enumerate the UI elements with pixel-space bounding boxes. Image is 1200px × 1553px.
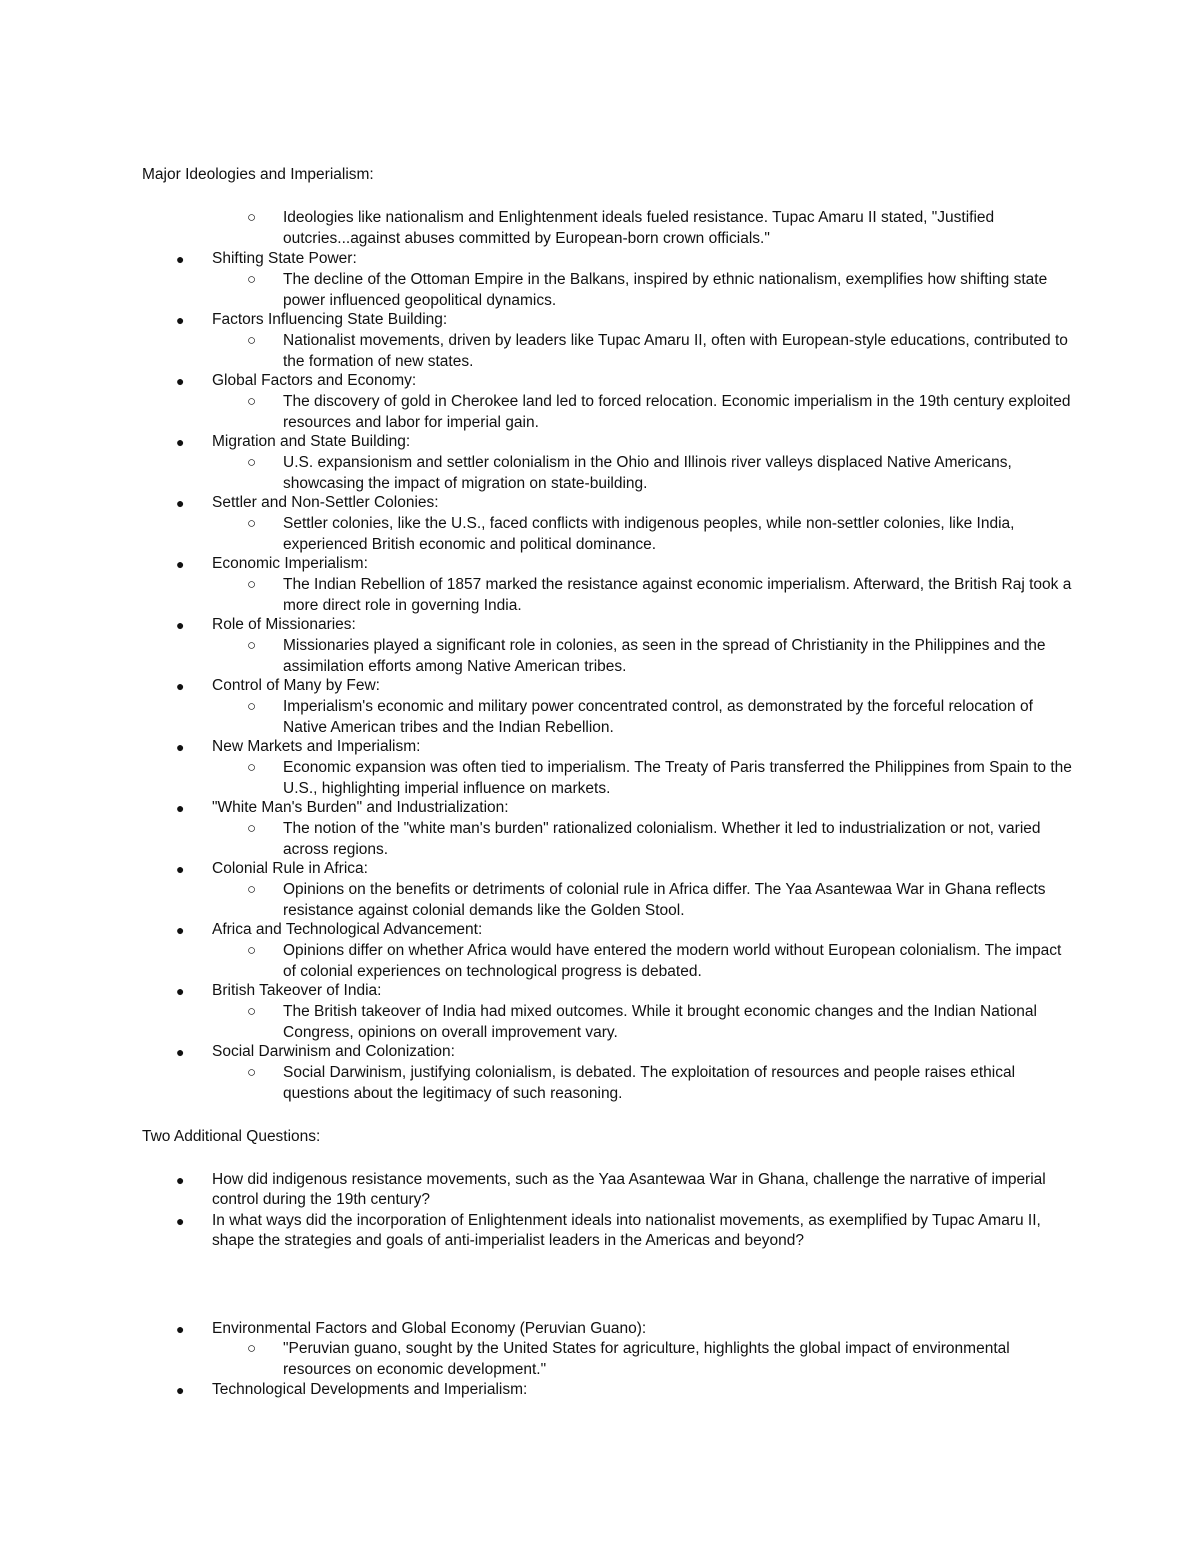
question-item: In what ways did the incorporation of Enlightenment ideals into nationalist movements, as exemplified by Tupac Amaru II, shape the strategies and goals of anti-imperialist leaders in the Americas and beyond? [212, 1212, 1041, 1249]
list-item-label: New Markets and Imperialism: [212, 738, 421, 755]
question-item: How did indigenous resistance movements, such as the Yaa Asantewaa War in Ghana, challenge the narrative of imperial control during the 19th century? [212, 1171, 1046, 1208]
list-item-label: Migration and State Building: [212, 433, 411, 450]
bullet-icon: ● [176, 1321, 185, 1337]
sub-item-text: Missionaries played a significant role in colonies, as seen in the spread of Christianity in the Philippines and the assimilation efforts among Native American tribes. [283, 637, 1046, 675]
sub-bullet-icon: ○ [247, 576, 257, 593]
list-item-label: "White Man's Burden" and Industrialization: [212, 799, 509, 816]
sub-bullet-icon: ○ [247, 209, 257, 226]
list-item-label: Economic Imperialism: [212, 555, 368, 572]
bullet-icon: ● [176, 983, 185, 999]
bullet-icon: ● [176, 1213, 185, 1229]
sub-item-text: Nationalist movements, driven by leaders like Tupac Amaru II, often with European-style educations, contributed to the formation of new states. [283, 332, 1068, 370]
sub-item-text: The British takeover of India had mixed outcomes. While it brought economic changes and the Indian National Congress, opinions on overall improvement vary. [283, 1003, 1037, 1041]
sub-bullet-icon: ○ [247, 820, 257, 837]
bullet-icon: ● [176, 1172, 185, 1188]
sub-bullet-icon: ○ [247, 942, 257, 959]
bullet-icon: ● [176, 373, 185, 389]
bullet-icon: ● [176, 861, 185, 877]
sub-item-text: Imperialism's economic and military power concentrated control, as demonstrated by the forceful relocation of Native American tribes and the Indian Rebellion. [283, 698, 1033, 736]
sub-item-text: "Peruvian guano, sought by the United States for agriculture, highlights the global impact of environmental resources on economic development." [283, 1340, 1010, 1378]
sub-bullet-icon: ○ [247, 637, 257, 654]
sub-bullet-icon: ○ [247, 1340, 257, 1357]
bullet-icon: ● [176, 1382, 185, 1398]
list-item-label: Control of Many by Few: [212, 677, 380, 694]
list-item-label: Colonial Rule in Africa: [212, 860, 368, 877]
sub-bullet-icon: ○ [247, 698, 257, 715]
sub-bullet-icon: ○ [247, 881, 257, 898]
sub-bullet-icon: ○ [247, 393, 257, 410]
sub-item-text: U.S. expansionism and settler colonialism in the Ohio and Illinois river valleys displaced Native Americans, showcasing the impact of migration on state-building. [283, 454, 1012, 492]
bullet-icon: ● [176, 434, 185, 450]
bullet-icon: ● [176, 678, 185, 694]
list-item-label: Role of Missionaries: [212, 616, 356, 633]
sub-item-text: Opinions differ on whether Africa would have entered the modern world without European colonialism. The impact of colonial experiences on technological progress is debated. [283, 942, 1062, 980]
sub-bullet-icon: ○ [247, 332, 257, 349]
sub-item-text: The decline of the Ottoman Empire in the Balkans, inspired by ethnic nationalism, exemplifies how shifting state power influenced geopolitical dynamics. [283, 271, 1048, 309]
section-heading-ideologies: Major Ideologies and Imperialism: [142, 166, 374, 183]
sub-bullet-icon: ○ [247, 454, 257, 471]
list-item-label: Environmental Factors and Global Economy (Peruvian Guano): [212, 1320, 647, 1337]
bullet-icon: ● [176, 251, 185, 267]
list-item-label: Factors Influencing State Building: [212, 311, 448, 328]
sub-item-text: Economic expansion was often tied to imperialism. The Treaty of Paris transferred the Philippines from Spain to the U.S., highlighting imperial influence on markets. [283, 759, 1072, 797]
list-item-label: Global Factors and Economy: [212, 372, 417, 389]
list-item-label: Shifting State Power: [212, 250, 357, 267]
sub-item-text: The Indian Rebellion of 1857 marked the resistance against economic imperialism. Afterward, the British Raj took a more direct role in governing India. [283, 576, 1072, 614]
bullet-icon: ● [176, 312, 185, 328]
sub-bullet-icon: ○ [247, 759, 257, 776]
list-item-label: Social Darwinism and Colonization: [212, 1043, 455, 1060]
sub-item-text: The notion of the "white man's burden" rationalized colonialism. Whether it led to industrialization or not, varied across regions. [283, 820, 1041, 858]
sub-bullet-icon: ○ [247, 1064, 257, 1081]
bullet-icon: ● [176, 556, 185, 572]
bullet-icon: ● [176, 922, 185, 938]
list-item-label: Africa and Technological Advancement: [212, 921, 483, 938]
bullet-icon: ● [176, 1044, 185, 1060]
sub-bullet-icon: ○ [247, 515, 257, 532]
bullet-icon: ● [176, 495, 185, 511]
sub-item-text: The discovery of gold in Cherokee land led to forced relocation. Economic imperialism in the 19th century exploited resources and labor for imperial gain. [283, 393, 1071, 431]
bullet-icon: ● [176, 617, 185, 633]
bullet-icon: ● [176, 739, 185, 755]
sub-item-text: Social Darwinism, justifying colonialism, is debated. The exploitation of resources and people raises ethical questions about the legitimacy of such reasoning. [283, 1064, 1016, 1102]
list-item-label: Technological Developments and Imperialism: [212, 1381, 528, 1398]
sub-item-text: Opinions on the benefits or detriments of colonial rule in Africa differ. The Yaa Asantewaa War in Ghana reflects resistance against colonial demands like the Golden Stool. [283, 881, 1046, 919]
sub-item-text: Ideologies like nationalism and Enlightenment ideals fueled resistance. Tupac Amaru II stated, "Justified outcries...against abuses committed by European-born crown officials." [283, 209, 995, 247]
list-item-label: Settler and Non-Settler Colonies: [212, 494, 439, 511]
bullet-icon: ● [176, 800, 185, 816]
section-heading-questions: Two Additional Questions: [142, 1128, 321, 1145]
sub-bullet-icon: ○ [247, 271, 257, 288]
sub-item-text: Settler colonies, like the U.S., faced conflicts with indigenous peoples, while non-settler colonies, like India, experienced British economic and political dominance. [283, 515, 1015, 553]
sub-bullet-icon: ○ [247, 1003, 257, 1020]
list-item-label: British Takeover of India: [212, 982, 382, 999]
